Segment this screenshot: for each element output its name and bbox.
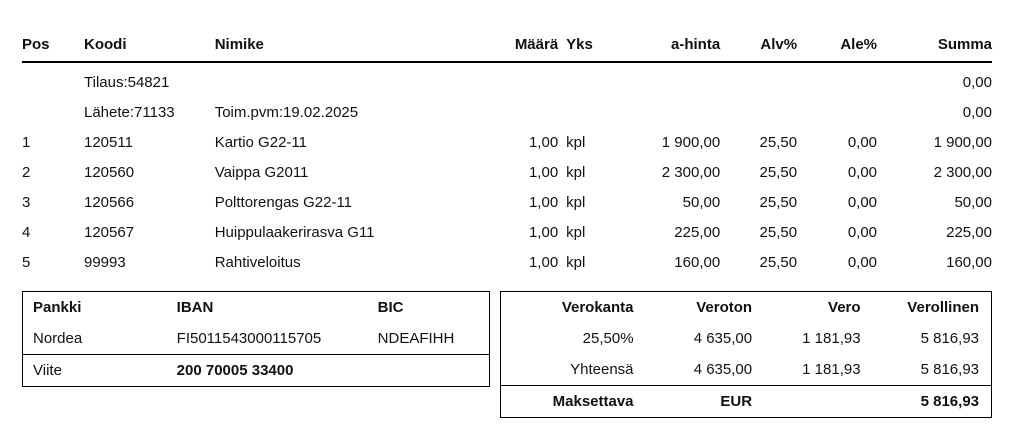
reference-label: Viite (23, 355, 167, 387)
cell-pos: 1 (22, 134, 31, 151)
cell-ahinta: 225,00 (674, 224, 721, 241)
cell-yks (566, 97, 620, 127)
reference-row (23, 355, 489, 387)
bank-name: Nordea (33, 330, 83, 347)
bank-bic: NDEAFIHH (377, 330, 455, 347)
column-header-veroton: Veroton (696, 299, 753, 316)
cell-summa: 2 300,00 (933, 164, 992, 181)
cell-koodi: 120567 (84, 224, 135, 241)
table-row (22, 127, 992, 157)
cell-summa: 0,00 (962, 104, 992, 121)
cell-vero: 1 181,93 (802, 361, 861, 378)
cell-ale: 0,00 (847, 254, 878, 271)
cell-pos (22, 97, 84, 127)
bank-account-row (23, 323, 489, 355)
table-row (22, 247, 992, 277)
cell-alv: 25,50 (759, 134, 798, 151)
cell-verollinen: 5 816,93 (920, 330, 979, 347)
cell-yks: kpl (566, 194, 586, 211)
cell-nimike: Toim.pvm:19.02.2025 (214, 104, 359, 121)
cell-ale: 0,00 (847, 194, 878, 211)
cell-nimike: Huippulaakerirasva G11 (214, 224, 375, 241)
column-header-verokanta: Verokanta (561, 299, 634, 316)
cell-koodi: 120566 (84, 194, 135, 211)
cell-ahinta (620, 97, 720, 127)
column-header-ale: Ale% (797, 36, 877, 62)
column-header-yks: Yks (566, 36, 620, 62)
vat-header-row (501, 292, 991, 323)
cell-koodi: Lähete:71133 (84, 104, 175, 121)
cell-nimike: Rahtiveloitus (214, 254, 301, 271)
column-header-iban: IBAN (176, 299, 214, 316)
cell-alv (720, 97, 797, 127)
cell-vero: 1 181,93 (802, 330, 861, 347)
cell-ahinta: 2 300,00 (661, 164, 721, 181)
cell-summa: 225,00 (946, 224, 992, 241)
column-header-alv: Alv% (720, 36, 797, 62)
cell-ahinta: 160,00 (674, 254, 721, 271)
bank-header-row (23, 292, 489, 323)
cell-summa: 50,00 (954, 194, 992, 211)
cell-alv: 25,50 (759, 224, 798, 241)
table-row (22, 157, 992, 187)
cell-pos: 2 (22, 164, 31, 181)
cell-ale (797, 62, 877, 97)
cell-alv: 25,50 (759, 164, 798, 181)
cell-nimike: Vaippa G2011 (214, 164, 309, 181)
vat-summary-table (501, 292, 991, 417)
payable-currency: EUR (646, 386, 765, 418)
cell-veroton: 4 635,00 (693, 361, 753, 378)
cell-maara: 1,00 (528, 194, 559, 211)
column-header-nimike: Nimike (215, 36, 481, 62)
cell-maara: 1,00 (528, 134, 559, 151)
cell-ale (797, 97, 877, 127)
cell-ahinta: 50,00 (682, 194, 721, 211)
column-header-maara: Määrä (480, 36, 566, 62)
cell-ale: 0,00 (847, 164, 878, 181)
cell-summa: 1 900,00 (933, 134, 992, 151)
vat-row (501, 323, 991, 354)
vat-summary-box (500, 291, 992, 418)
column-header-pos: Pos (22, 36, 84, 62)
table-row (22, 187, 992, 217)
cell-pos: 5 (22, 254, 31, 271)
cell-alv: 25,50 (759, 254, 798, 271)
cell-koodi: 99993 (84, 254, 126, 271)
cell-ale: 0,00 (847, 134, 878, 151)
payable-total-row (501, 386, 991, 418)
bank-iban: FI5011543000115705 (176, 330, 322, 347)
cell-nimike: Kartio G22-11 (214, 134, 307, 151)
cell-koodi: 120511 (84, 134, 133, 151)
column-header-verollinen: Verollinen (907, 299, 979, 316)
cell-pos (22, 62, 84, 97)
cell-verokanta: 25,50% (582, 330, 634, 347)
cell-ale: 0,00 (847, 224, 878, 241)
vat-row (501, 354, 991, 386)
cell-yks: kpl (566, 224, 586, 241)
column-header-ahinta: a-hinta (620, 36, 720, 62)
cell-pos: 4 (22, 224, 31, 241)
cell-pos: 3 (22, 194, 31, 211)
table-row (22, 62, 992, 97)
cell-ahinta: 1 900,00 (661, 134, 721, 151)
cell-alv (720, 62, 797, 97)
cell-nimike: Polttorengas G22-11 (214, 194, 353, 211)
cell-verollinen: 5 816,93 (920, 361, 979, 378)
bank-details-table (23, 292, 489, 386)
bank-details-box (22, 291, 490, 387)
cell-ahinta (620, 62, 720, 97)
cell-koodi: 120560 (84, 164, 135, 181)
line-items-table (22, 36, 992, 277)
cell-summa: 160,00 (946, 254, 992, 271)
column-header-bic: BIC (377, 299, 404, 316)
column-header-koodi: Koodi (84, 36, 215, 62)
cell-nimike (215, 62, 481, 97)
cell-maara: 1,00 (528, 224, 559, 241)
column-header-summa: Summa (877, 36, 992, 62)
cell-yks: kpl (566, 164, 586, 181)
cell-verokanta: Yhteensä (570, 361, 634, 378)
cell-maara (480, 97, 566, 127)
cell-summa: 0,00 (962, 74, 992, 91)
table-row (22, 217, 992, 247)
column-header-vero: Vero (828, 299, 861, 316)
cell-yks (566, 62, 620, 97)
cell-maara (480, 62, 566, 97)
cell-koodi: Tilaus:54821 (84, 74, 170, 91)
table-header-row (22, 36, 992, 62)
reference-value: 200 70005 33400 (167, 355, 489, 387)
payable-amount: 5 816,93 (873, 386, 991, 418)
cell-yks: kpl (566, 134, 586, 151)
cell-veroton: 4 635,00 (693, 330, 753, 347)
cell-maara: 1,00 (528, 254, 559, 271)
payable-spacer (764, 386, 872, 418)
cell-alv: 25,50 (759, 194, 798, 211)
cell-yks: kpl (566, 254, 586, 271)
cell-maara: 1,00 (528, 164, 559, 181)
payable-label: Maksettava (501, 386, 646, 418)
column-header-pankki: Pankki (33, 299, 82, 316)
table-row (22, 97, 992, 127)
